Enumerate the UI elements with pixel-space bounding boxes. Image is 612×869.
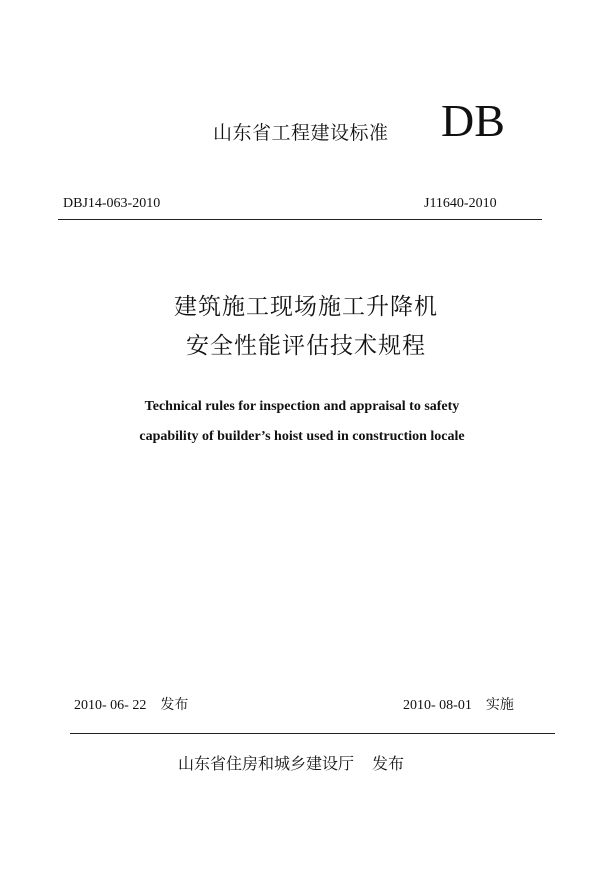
- issue-date: 2010- 06- 22: [74, 698, 147, 713]
- chinese-title-line-2: 安全性能评估技术规程: [186, 333, 426, 359]
- top-divider: [58, 219, 542, 220]
- chinese-title-line-1: 建筑施工现场施工升降机: [174, 294, 438, 320]
- issue-date-block: [74, 694, 188, 714]
- english-title-line-2: capability of builder’s hoist used in construction locale: [139, 429, 465, 444]
- bottom-divider: [70, 733, 555, 734]
- record-code: J11640-2010: [424, 196, 497, 211]
- effective-label: 实施: [485, 697, 514, 713]
- publisher-block: [178, 751, 404, 774]
- publisher-name: 山东省住房和城乡建设厅: [178, 754, 355, 773]
- publisher-label: 发布: [372, 754, 405, 773]
- english-title-line-1: Technical rules for inspection and appraisal to safety: [144, 399, 460, 414]
- db-mark: DB: [441, 95, 505, 146]
- standard-org-title: 山东省工程建设标准: [213, 122, 389, 144]
- effective-date-block: [403, 694, 514, 714]
- effective-date: 2010- 08-01: [403, 698, 472, 713]
- standard-code: DBJ14-063-2010: [63, 196, 161, 211]
- issue-label: 发布: [160, 697, 189, 713]
